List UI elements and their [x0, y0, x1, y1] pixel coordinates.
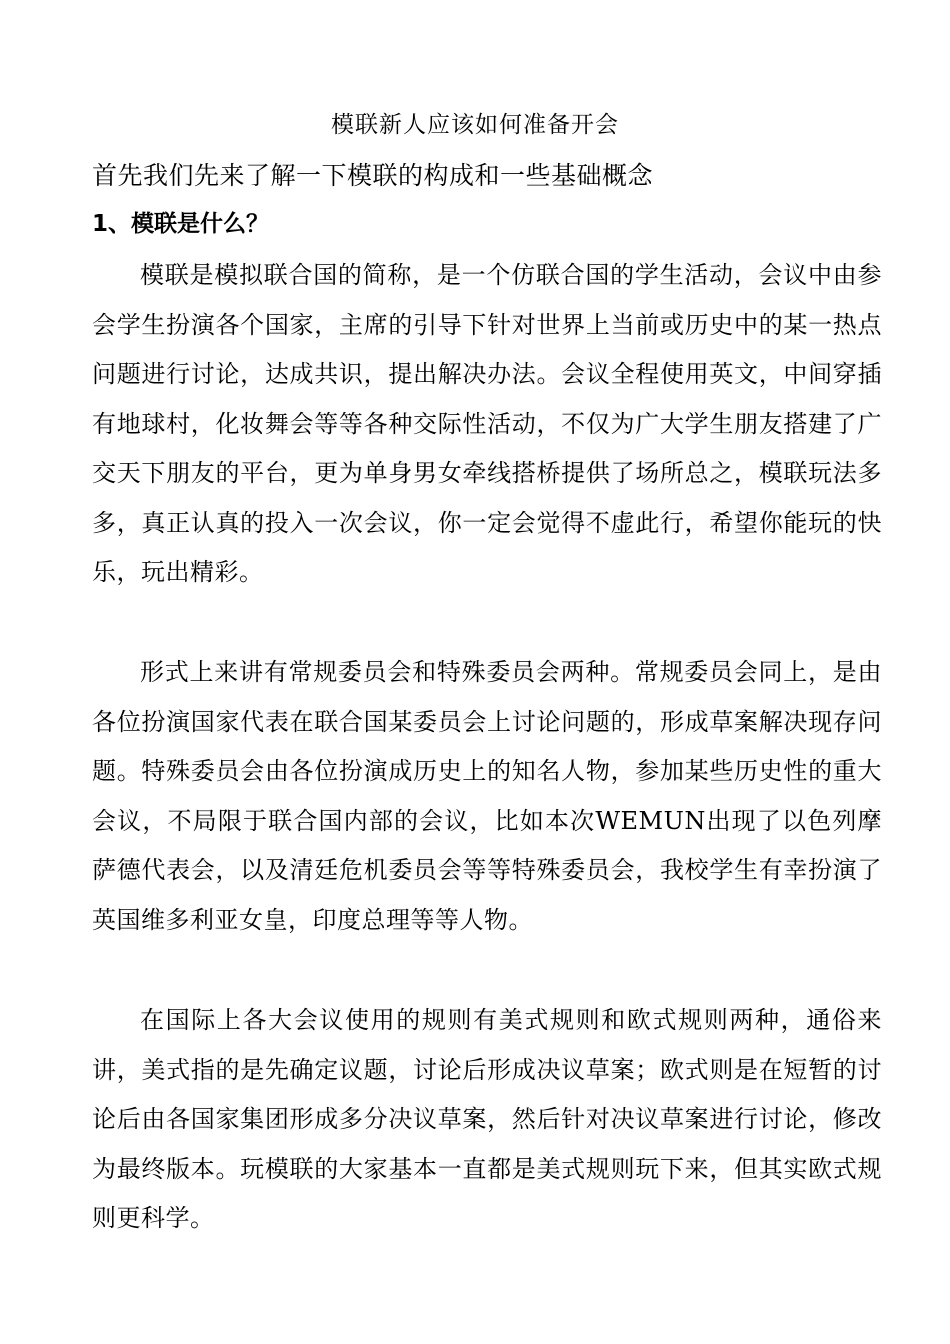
paragraph-committee-types: 形式上来讲有常规委员会和特殊委员会两种。常规委员会同上，是由各位扮演国家代表在联合国某委员会上讨论问题的，形成草案解决现存问题。特殊委员会由各位扮演成历史上的知名人物，参加某些历史性的重大会议，不局限于联合国内部的会议，比如本次WEMUN出现了以色列摩萨德代表会，以及清廷危机委员会等等特殊委员会，我校学生有幸扮演了英国维多利亚女皇，印度总理等等人物。	[92, 658, 882, 934]
document-title: 模联新人应该如何准备开会	[331, 112, 619, 138]
section-heading: 1、模联是什么？	[92, 211, 270, 237]
paragraph-what-is-mun: 模联是模拟联合国的简称，是一个仿联合国的学生活动，会议中由参会学生扮演各个国家，主席的引导下针对世界上当前或历史中的某一热点问题进行讨论，达成共识，提出解决办法。会议全程使用英文，中间穿插有地球村，化妆舞会等等各种交际性活动，不仅为广大学生朋友搭建了广交天下朋友的平台，更为单身男女牵线搭桥提供了场所总之，模联玩法多多，真正认真的投入一次会议，你一定会觉得不虚此行，希望你能玩的快乐，玩出精彩。	[92, 261, 882, 586]
paragraph-rules-of-procedure: 在国际上各大会议使用的规则有美式规则和欧式规则两种，通俗来讲，美式指的是先确定议题，讨论后形成决议草案；欧式则是在短暂的讨论后由各国家集团形成多分决议草案，然后针对决议草案进行讨论，修改为最终版本。玩模联的大家基本一直都是美式规则玩下来，但其实欧式规则更科学。	[92, 1006, 882, 1232]
document-subtitle: 首先我们先来了解一下模联的构成和一些基础概念	[92, 161, 654, 190]
